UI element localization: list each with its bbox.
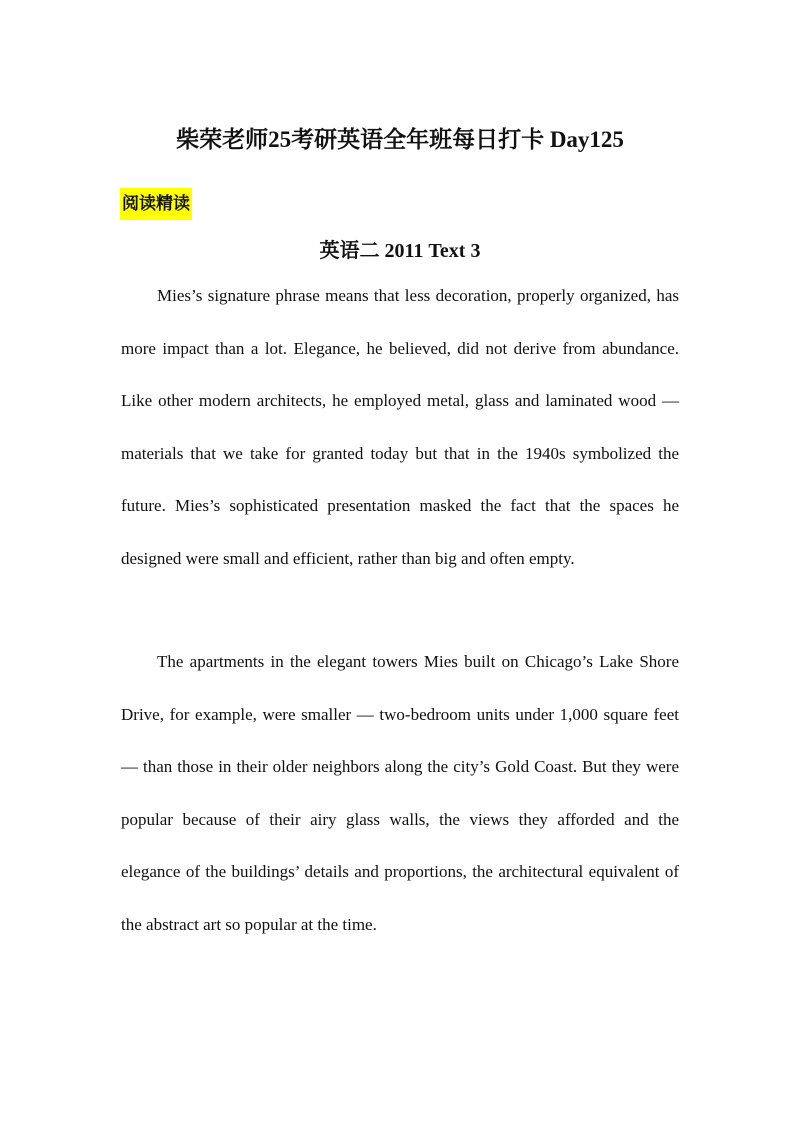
page-title: 柴荣老师25考研英语全年班每日打卡 Day125 (176, 127, 624, 152)
passage-paragraph-1: Mies’s signature phrase means that less decoration, properly organized, has more impact than a lot. Elegance, he believed, did not derive from abundance. Like other modern architects, he employed metal, glass and laminated wood — materials that we take for granted today but that in the 1940s symbolized the future. Mies’s sophisticated presentation masked the fact that the spaces he designed were small and efficient, rather than big and often empty. (121, 286, 679, 568)
text-heading: 英语二 2011 Text 3 (319, 240, 481, 262)
section-label-highlight: 阅读精读 (120, 188, 192, 220)
passage-paragraph-2: The apartments in the elegant towers Mies built on Chicago’s Lake Shore Drive, for example, were smaller — two-bedroom units under 1,000 square feet — than those in their older neighbors along the city’s Gold Coast. But they were popular because of their airy glass walls, the views they afforded and the elegance of the buildings’ details and proportions, the architectural equivalent of the abstract art so popular at the time. (121, 652, 679, 934)
